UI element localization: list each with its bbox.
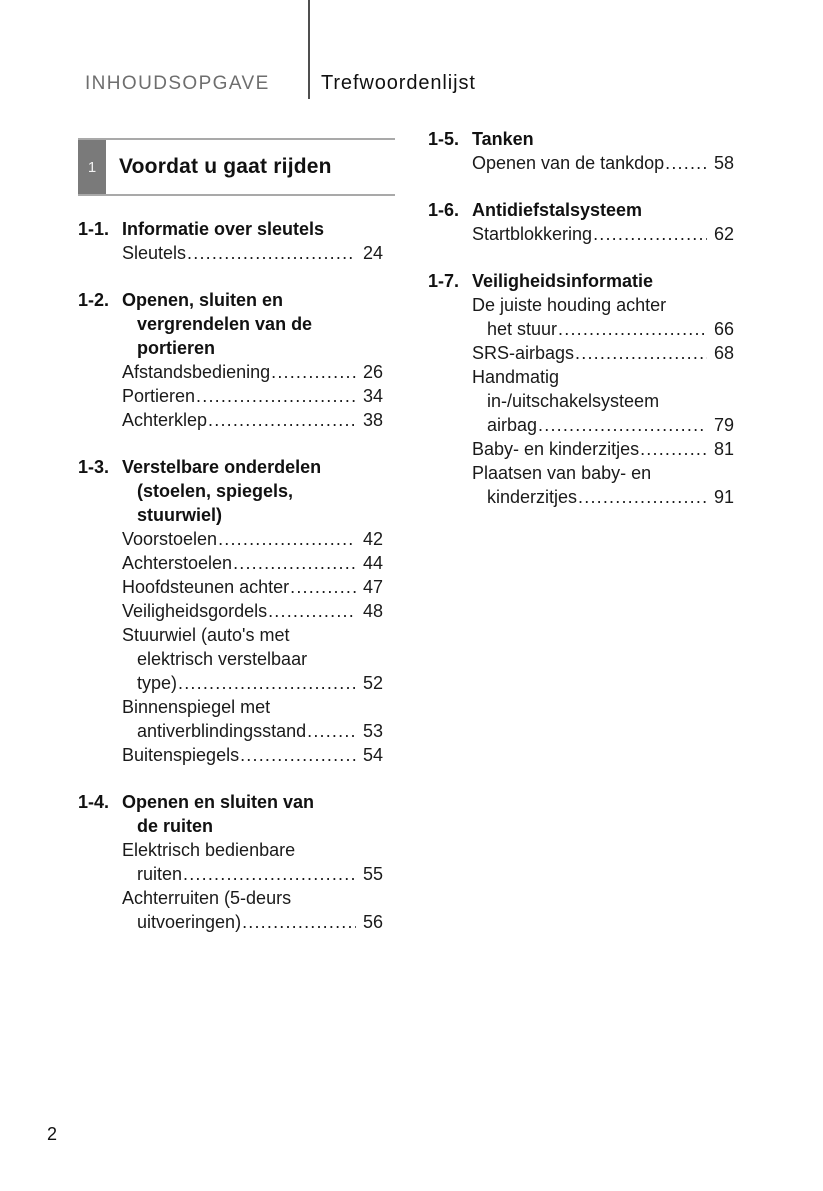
- entry-page-number: 24: [362, 243, 383, 263]
- entry-label: Afstandsbediening: [122, 362, 271, 382]
- entry-label: kinderzitjes: [487, 487, 578, 507]
- entry-page-number: 48: [362, 601, 383, 621]
- entry-label: Buitenspiegels: [122, 745, 240, 765]
- header-vertical-rule: [308, 0, 310, 99]
- entry-label: ruiten: [137, 864, 183, 884]
- entry-page-number: 58: [713, 153, 734, 173]
- entry-label: uitvoeringen): [137, 912, 242, 932]
- section-body: [472, 198, 734, 246]
- entry-label: Achterklep: [122, 410, 208, 430]
- entry-label: Veiligheidsgordels: [122, 601, 268, 621]
- entry-label: het stuur: [487, 319, 558, 339]
- entry-page-number: 44: [362, 553, 383, 573]
- dot-leader: [290, 575, 356, 599]
- entry-line: De juiste houding achter: [472, 295, 667, 315]
- page-number: 2: [47, 1124, 58, 1144]
- dot-leader: [208, 408, 356, 432]
- dot-leader: [640, 437, 707, 461]
- entry-label: SRS-airbags: [472, 343, 575, 363]
- entry-page-number: 62: [713, 224, 734, 244]
- toc-entry: [472, 317, 734, 341]
- dot-leader: [242, 910, 356, 934]
- section-title-line: portieren: [137, 338, 216, 358]
- chapter-title: Voordat u gaat rijden: [119, 155, 332, 178]
- toc-entry: [122, 551, 383, 575]
- entry-label: Portieren: [122, 386, 196, 406]
- section-title-line: Tanken: [472, 129, 534, 149]
- chapter-header: [78, 138, 395, 196]
- entry-page-number: 52: [362, 673, 383, 693]
- toc-section: [78, 455, 383, 767]
- entry-page-number: 38: [362, 410, 383, 430]
- toc-entry: [472, 485, 734, 509]
- toc-entry: [122, 575, 383, 599]
- entry-label: type): [137, 673, 178, 693]
- dot-leader: [183, 862, 356, 886]
- section-body: [122, 217, 383, 265]
- section-title-line: Veiligheidsinformatie: [472, 271, 654, 291]
- toc-entry: [122, 384, 383, 408]
- entry-line: Stuurwiel (auto's met: [122, 625, 290, 645]
- toc-section: [428, 127, 734, 175]
- section-title-line: Verstelbare onderdelen: [122, 457, 322, 477]
- toc-entry: [472, 413, 734, 437]
- entry-line: Achterruiten (5-deurs: [122, 888, 292, 908]
- toc-entry: [122, 408, 383, 432]
- entry-label: Achterstoelen: [122, 553, 233, 573]
- entry-line: elektrisch verstelbaar: [137, 649, 308, 669]
- entry-page-number: 34: [362, 386, 383, 406]
- dot-leader: [196, 384, 356, 408]
- entry-page-number: 79: [713, 415, 734, 435]
- entry-page-number: 56: [362, 912, 383, 932]
- toc-entry: [122, 743, 383, 767]
- dot-leader: [593, 222, 707, 246]
- toc-section: [428, 198, 734, 246]
- toc-entry: [122, 599, 383, 623]
- entry-label: Startblokkering: [472, 224, 593, 244]
- section-body: [122, 288, 383, 432]
- toc-entry: [122, 862, 383, 886]
- section-number: 1-2.: [78, 290, 110, 310]
- section-number: 1-3.: [78, 457, 110, 477]
- entry-page-number: 66: [713, 319, 734, 339]
- entry-page-number: 26: [362, 362, 383, 382]
- entry-label: Hoofdsteunen achter: [122, 577, 290, 597]
- entry-page-number: 54: [362, 745, 383, 765]
- entry-label: airbag: [487, 415, 538, 435]
- entry-line: in-/uitschakelsysteem: [487, 391, 660, 411]
- section-title-line: Openen, sluiten en: [122, 290, 284, 310]
- entry-line: Handmatig: [472, 367, 560, 387]
- toc-entry: [122, 910, 383, 934]
- toc-entry: [122, 719, 383, 743]
- entry-page-number: 55: [362, 864, 383, 884]
- dot-leader: [268, 599, 356, 623]
- toc-entry: [472, 151, 734, 175]
- toc-section: [78, 790, 383, 934]
- section-body: [122, 455, 383, 767]
- entry-page-number: 81: [713, 439, 734, 459]
- dot-leader: [240, 743, 356, 767]
- toc-entry: [472, 341, 734, 365]
- dot-leader: [233, 551, 356, 575]
- toc-entry: [122, 671, 383, 695]
- dot-leader: [218, 527, 356, 551]
- dot-leader: [538, 413, 707, 437]
- dot-leader: [187, 241, 356, 265]
- dot-leader: [178, 671, 356, 695]
- toc-section: [428, 269, 734, 509]
- entry-line: Plaatsen van baby- en: [472, 463, 652, 483]
- entry-page-number: 68: [713, 343, 734, 363]
- section-title-line: (stoelen, spiegels,: [137, 481, 294, 501]
- section-body: [472, 269, 734, 509]
- dot-leader: [558, 317, 707, 341]
- section-title-line: de ruiten: [137, 816, 214, 836]
- section-number: 1-4.: [78, 792, 110, 812]
- entry-label: antiverblindingsstand: [137, 721, 307, 741]
- entry-label: Openen van de tankdop: [472, 153, 665, 173]
- section-title-line: stuurwiel): [137, 505, 223, 525]
- dot-leader: [578, 485, 707, 509]
- entry-page-number: 47: [362, 577, 383, 597]
- entry-line: Binnenspiegel met: [122, 697, 271, 717]
- section-number: 1-1.: [78, 219, 110, 239]
- section-title-line: vergrendelen van de: [137, 314, 313, 334]
- left-column-sections: [78, 217, 383, 934]
- section-title-line: Antidiefstalsysteem: [472, 200, 643, 220]
- entry-page-number: 91: [713, 487, 734, 507]
- right-column: [428, 127, 734, 509]
- toc-entry: [122, 527, 383, 551]
- toc-entry: [472, 437, 734, 461]
- section-body: [472, 127, 734, 175]
- contents-header-label: INHOUDSOPGAVE: [85, 73, 270, 94]
- entry-label: Voorstoelen: [122, 529, 218, 549]
- dot-leader: [307, 719, 356, 743]
- toc-entry: [472, 222, 734, 246]
- section-title-line: Openen en sluiten van: [122, 792, 315, 812]
- index-header-label: Trefwoordenlijst: [321, 72, 476, 94]
- section-number: 1-5.: [428, 129, 460, 149]
- dot-leader: [575, 341, 707, 365]
- entry-page-number: 53: [362, 721, 383, 741]
- toc-section: [78, 217, 383, 265]
- dot-leader: [271, 360, 356, 384]
- left-column: [78, 138, 383, 934]
- dot-leader: [665, 151, 707, 175]
- chapter-number-badge: 1: [78, 140, 106, 194]
- entry-label: Baby- en kinderzitjes: [472, 439, 640, 459]
- section-body: [122, 790, 383, 934]
- entry-label: Sleutels: [122, 243, 187, 263]
- section-number: 1-7.: [428, 271, 460, 291]
- section-title-line: Informatie over sleutels: [122, 219, 325, 239]
- toc-entry: [122, 241, 383, 265]
- section-number: 1-6.: [428, 200, 460, 220]
- toc-section: [78, 288, 383, 432]
- entry-page-number: 42: [362, 529, 383, 549]
- toc-entry: [122, 360, 383, 384]
- entry-line: Elektrisch bedienbare: [122, 840, 296, 860]
